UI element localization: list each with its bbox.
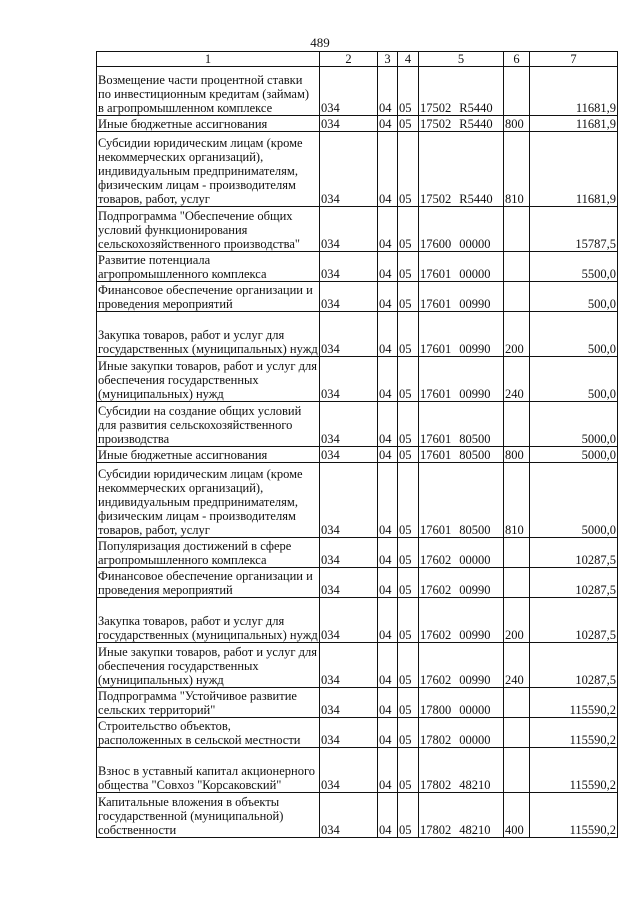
expense-type-code: 200 (504, 312, 530, 357)
ministry-code: 034 (320, 67, 378, 116)
ministry-code: 034 (320, 793, 378, 838)
subsection-code: 05 (398, 598, 419, 643)
program-code: 17502 (420, 101, 452, 115)
ministry-code: 034 (320, 116, 378, 132)
column-header: 1 (97, 52, 320, 67)
program-code: 17601 (420, 342, 452, 356)
ministry-code: 034 (320, 402, 378, 447)
direction-code: R5440 (459, 117, 493, 131)
row-name: Финансовое обеспечение организации и проведения мероприятий (97, 282, 320, 312)
target-article-code (419, 402, 504, 447)
ministry-code: 034 (320, 463, 378, 538)
target-article-code (419, 748, 504, 793)
row-name: Взнос в уставный капитал акционерного общества "Совхоз "Корсаковский" (97, 748, 320, 793)
ministry-code: 034 (320, 718, 378, 748)
section-code: 04 (378, 568, 398, 598)
section-code: 04 (378, 598, 398, 643)
column-header: 3 (378, 52, 398, 67)
program-code: 17502 (420, 117, 452, 131)
table-row (97, 538, 618, 568)
table-row (97, 116, 618, 132)
section-code: 04 (378, 447, 398, 463)
expense-type-code: 800 (504, 116, 530, 132)
expense-type-code: 400 (504, 793, 530, 838)
table-row (97, 357, 618, 402)
table-row (97, 252, 618, 282)
direction-code: 00000 (459, 703, 491, 717)
direction-code: R5440 (459, 101, 493, 115)
ministry-code: 034 (320, 207, 378, 252)
amount: 15787,5 (530, 207, 618, 252)
subsection-code: 05 (398, 688, 419, 718)
ministry-code: 034 (320, 357, 378, 402)
subsection-code: 05 (398, 568, 419, 598)
program-code: 17800 (420, 703, 452, 717)
target-article-code (419, 538, 504, 568)
amount: 115590,2 (530, 718, 618, 748)
program-code: 17602 (420, 583, 452, 597)
program-code: 17802 (420, 733, 452, 747)
table-row (97, 132, 618, 207)
ministry-code: 034 (320, 748, 378, 793)
page-number: 489 (310, 35, 330, 50)
subsection-code: 05 (398, 748, 419, 793)
direction-code: 00000 (459, 553, 491, 567)
row-name: Подпрограмма "Устойчивое развитие сельских территорий" (97, 688, 320, 718)
program-code: 17802 (420, 823, 452, 837)
table-row (97, 402, 618, 447)
subsection-code: 05 (398, 718, 419, 748)
subsection-code: 05 (398, 538, 419, 568)
program-code: 17601 (420, 523, 452, 537)
program-code: 17602 (420, 673, 452, 687)
amount: 11681,9 (530, 116, 618, 132)
table-row (97, 67, 618, 116)
column-header: 6 (504, 52, 530, 67)
section-code: 04 (378, 116, 398, 132)
row-name: Капитальные вложения в объекты государственной (муниципальной) собственности (97, 793, 320, 838)
ministry-code: 034 (320, 568, 378, 598)
budget-table (96, 51, 618, 838)
amount: 5000,0 (530, 447, 618, 463)
row-name: Закупка товаров, работ и услуг для государственных (муниципальных) нужд (97, 598, 320, 643)
expense-type-code (504, 568, 530, 598)
section-code: 04 (378, 688, 398, 718)
target-article-code (419, 643, 504, 688)
subsection-code: 05 (398, 252, 419, 282)
amount: 115590,2 (530, 748, 618, 793)
expense-type-code: 810 (504, 463, 530, 538)
expense-type-code (504, 252, 530, 282)
section-code: 04 (378, 207, 398, 252)
subsection-code: 05 (398, 116, 419, 132)
expense-type-code (504, 748, 530, 793)
subsection-code: 05 (398, 312, 419, 357)
row-name: Иные бюджетные ассигнования (97, 447, 320, 463)
ministry-code: 034 (320, 688, 378, 718)
amount: 115590,2 (530, 793, 618, 838)
subsection-code: 05 (398, 643, 419, 688)
program-code: 17502 (420, 192, 452, 206)
expense-type-code (504, 67, 530, 116)
program-code: 17602 (420, 628, 452, 642)
amount: 5500,0 (530, 252, 618, 282)
amount: 11681,9 (530, 132, 618, 207)
amount: 5000,0 (530, 463, 618, 538)
target-article-code (419, 598, 504, 643)
target-article-code (419, 132, 504, 207)
ministry-code: 034 (320, 282, 378, 312)
direction-code: R5440 (459, 192, 493, 206)
expense-type-code: 240 (504, 643, 530, 688)
subsection-code: 05 (398, 447, 419, 463)
direction-code: 80500 (459, 523, 491, 537)
row-name: Подпрограмма "Обеспечение общих условий функционирования сельскохозяйственного производства" (97, 207, 320, 252)
column-header: 5 (419, 52, 504, 67)
expense-type-code: 800 (504, 447, 530, 463)
direction-code: 00990 (459, 583, 491, 597)
section-code: 04 (378, 748, 398, 793)
expense-type-code: 810 (504, 132, 530, 207)
section-code: 04 (378, 357, 398, 402)
direction-code: 00990 (459, 387, 491, 401)
header-row (97, 52, 618, 67)
amount: 500,0 (530, 357, 618, 402)
target-article-code (419, 67, 504, 116)
program-code: 17601 (420, 267, 452, 281)
amount: 10287,5 (530, 568, 618, 598)
program-code: 17601 (420, 297, 452, 311)
table-row (97, 688, 618, 718)
target-article-code (419, 116, 504, 132)
expense-type-code (504, 402, 530, 447)
subsection-code: 05 (398, 67, 419, 116)
expense-type-code (504, 538, 530, 568)
target-article-code (419, 312, 504, 357)
ministry-code: 034 (320, 312, 378, 357)
direction-code: 00000 (459, 267, 491, 281)
target-article-code (419, 282, 504, 312)
table-row (97, 598, 618, 643)
program-code: 17601 (420, 387, 452, 401)
direction-code: 00000 (459, 733, 491, 747)
ministry-code: 034 (320, 447, 378, 463)
ministry-code: 034 (320, 598, 378, 643)
target-article-code (419, 463, 504, 538)
table-row (97, 207, 618, 252)
table-row (97, 568, 618, 598)
target-article-code (419, 793, 504, 838)
program-code: 17601 (420, 448, 452, 462)
expense-type-code: 240 (504, 357, 530, 402)
section-code: 04 (378, 793, 398, 838)
target-article-code (419, 207, 504, 252)
subsection-code: 05 (398, 282, 419, 312)
row-name: Иные закупки товаров, работ и услуг для обеспечения государственных (муниципальных) нужд (97, 643, 320, 688)
section-code: 04 (378, 718, 398, 748)
table-row (97, 643, 618, 688)
amount: 5000,0 (530, 402, 618, 447)
program-code: 17602 (420, 553, 452, 567)
subsection-code: 05 (398, 793, 419, 838)
row-name: Субсидии юридическим лицам (кроме некоммерческих организаций), индивидуальным предпринимателям, физическим лицам - производителям товаров, работ, услуг (97, 463, 320, 538)
section-code: 04 (378, 132, 398, 207)
expense-type-code (504, 207, 530, 252)
direction-code: 00990 (459, 342, 491, 356)
table-row (97, 312, 618, 357)
table-row (97, 748, 618, 793)
column-header: 2 (320, 52, 378, 67)
direction-code: 48210 (459, 778, 491, 792)
section-code: 04 (378, 538, 398, 568)
section-code: 04 (378, 463, 398, 538)
ministry-code: 034 (320, 132, 378, 207)
direction-code: 80500 (459, 432, 491, 446)
row-name: Субсидии на создание общих условий для развития сельскохозяйственного производства (97, 402, 320, 447)
row-name: Иные закупки товаров, работ и услуг для обеспечения государственных (муниципальных) нужд (97, 357, 320, 402)
expense-type-code (504, 688, 530, 718)
expense-type-code: 200 (504, 598, 530, 643)
amount: 500,0 (530, 282, 618, 312)
program-code: 17802 (420, 778, 452, 792)
table-row (97, 447, 618, 463)
subsection-code: 05 (398, 132, 419, 207)
target-article-code (419, 447, 504, 463)
direction-code: 00990 (459, 673, 491, 687)
ministry-code: 034 (320, 252, 378, 282)
ministry-code: 034 (320, 643, 378, 688)
direction-code: 80500 (459, 448, 491, 462)
target-article-code (419, 718, 504, 748)
direction-code: 00990 (459, 628, 491, 642)
amount: 115590,2 (530, 688, 618, 718)
subsection-code: 05 (398, 463, 419, 538)
target-article-code (419, 688, 504, 718)
row-name: Иные бюджетные ассигнования (97, 116, 320, 132)
target-article-code (419, 252, 504, 282)
section-code: 04 (378, 402, 398, 447)
section-code: 04 (378, 643, 398, 688)
section-code: 04 (378, 282, 398, 312)
amount: 500,0 (530, 312, 618, 357)
amount: 10287,5 (530, 643, 618, 688)
table-row (97, 463, 618, 538)
expense-type-code (504, 282, 530, 312)
row-name: Закупка товаров, работ и услуг для государственных (муниципальных) нужд (97, 312, 320, 357)
target-article-code (419, 357, 504, 402)
subsection-code: 05 (398, 402, 419, 447)
expense-type-code (504, 718, 530, 748)
subsection-code: 05 (398, 207, 419, 252)
row-name: Возмещение части процентной ставки по инвестиционным кредитам (займам) в агропромышленном комплексе (97, 67, 320, 116)
program-code: 17600 (420, 237, 452, 251)
direction-code: 48210 (459, 823, 491, 837)
section-code: 04 (378, 67, 398, 116)
amount: 11681,9 (530, 67, 618, 116)
section-code: 04 (378, 252, 398, 282)
row-name: Развитие потенциала агропромышленного комплекса (97, 252, 320, 282)
row-name: Строительство объектов, расположенных в сельской местности (97, 718, 320, 748)
table-row (97, 793, 618, 838)
subsection-code: 05 (398, 357, 419, 402)
amount: 10287,5 (530, 538, 618, 568)
table-row (97, 282, 618, 312)
table-row (97, 718, 618, 748)
ministry-code: 034 (320, 538, 378, 568)
direction-code: 00000 (459, 237, 491, 251)
row-name: Финансовое обеспечение организации и проведения мероприятий (97, 568, 320, 598)
amount: 10287,5 (530, 598, 618, 643)
target-article-code (419, 568, 504, 598)
row-name: Субсидии юридическим лицам (кроме некоммерческих организаций), индивидуальным предпринимателям, физическим лицам - производителям товаров, работ, услуг (97, 132, 320, 207)
section-code: 04 (378, 312, 398, 357)
program-code: 17601 (420, 432, 452, 446)
column-header: 7 (530, 52, 618, 67)
row-name: Популяризация достижений в сфере агропромышленного комплекса (97, 538, 320, 568)
direction-code: 00990 (459, 297, 491, 311)
column-header: 4 (398, 52, 419, 67)
